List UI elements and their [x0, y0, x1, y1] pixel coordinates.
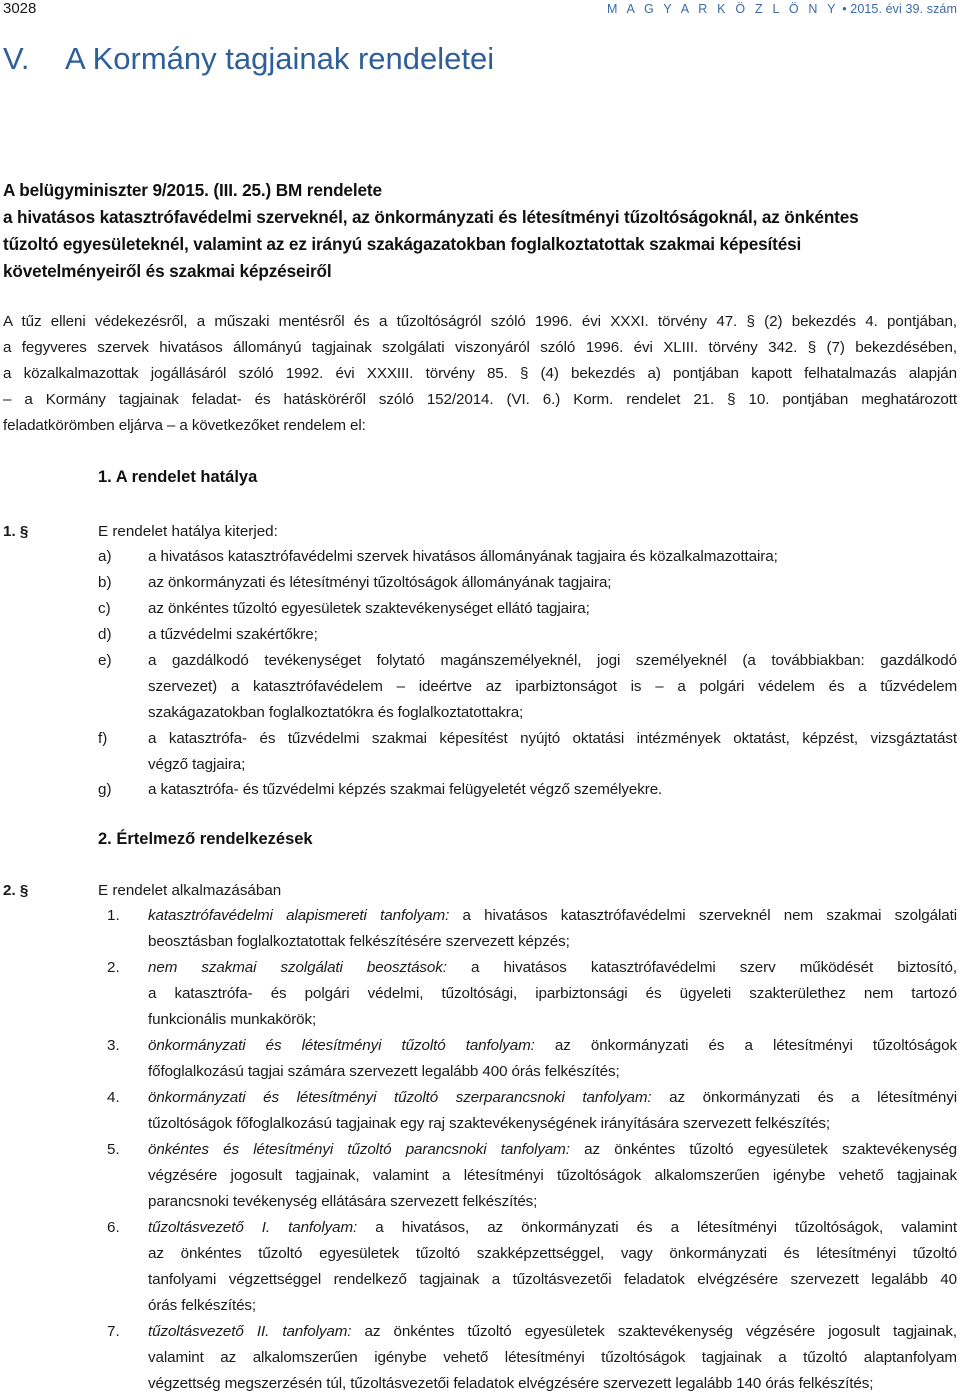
definition-text: az önkormányzati és a létesítményi tűzoltóságok: [534, 1037, 957, 1054]
definition-first-line: [148, 1141, 957, 1158]
regulation-title-line: A belügyminiszter 9/2015. (III. 25.) BM rendelete: [3, 180, 382, 200]
definition-number: 6.: [107, 1219, 120, 1236]
section-number: 1. §: [3, 523, 29, 540]
definition-text-line: funkcionális munkakörök;: [148, 1011, 317, 1028]
preamble-line: A tűz elleni védekezésről, a műszaki mentésről és a tűzoltóságról szóló 1996. évi XXXI. törvény 47. § (2) bekezdés 4. pontjában,: [3, 313, 957, 330]
list-item-label: b): [98, 574, 112, 591]
definition-number: 5.: [107, 1141, 120, 1158]
defined-term: önkormányzati és létesítményi tűzoltó tanfolyam:: [148, 1037, 535, 1054]
preamble-line: a fegyveres szervek hivatásos állományú tagjainak szolgálati viszonyáról szóló 1996. évi XLIII. törvény 342. § (7) bekezdésében,: [3, 339, 957, 356]
definition-number: 7.: [107, 1323, 120, 1340]
chapter-heading: [3, 41, 494, 77]
list-item-label: f): [98, 730, 108, 747]
section-lead: E rendelet hatálya kiterjed:: [98, 523, 278, 540]
definition-text: a hivatásos katasztrófavédelmi szerv működését biztosító,: [446, 959, 957, 976]
definition-first-line: [148, 907, 957, 924]
preamble-line: – a Kormány tagjainak feladat- és hatásköréről szóló 152/2014. (VI. 6.) Korm. rendelet 21. § 10. pontjában meghatározott: [3, 391, 957, 408]
defined-term: tűzoltásvezető I. tanfolyam:: [148, 1219, 358, 1236]
regulation-title-line: a hivatásos katasztrófavédelmi szerveknél, az önkormányzati és létesítményi tűzoltóságoknál, az önkéntes: [3, 207, 859, 227]
definition-text-line: órás felkészítés;: [148, 1297, 257, 1314]
preamble-line: feladatkörömben eljárva – a következőket rendelem el:: [3, 417, 366, 434]
definition-text-line: tűzoltóságok főfoglalkozású tagjainak egy raj szaktevékenységének irányítására szervezett felkészítés;: [148, 1115, 831, 1132]
definition-text-line: tanfolyami végzettséggel rendelkező tagjainak a tűzoltásvezetői feladatok elvégzésére szervezett legalább 40: [148, 1271, 957, 1288]
regulation-title-line: követelményeiről és szakmai képzéseiről: [3, 261, 332, 281]
definition-text-line: a katasztrófa- és polgári védelmi, tűzoltósági, iparbiztonsági és ügyeleti szakterülethez nem tartozó: [148, 985, 957, 1002]
definition-text-line: végzettség megszerzésén túl, tűzoltásvezetői feladatok elvégzésére szervezett legalább 140 órás felkészítés;: [148, 1375, 874, 1392]
definition-text-line: parancsnoki tevékenység ellátására szervezett felkészítés;: [148, 1193, 538, 1210]
issue-number: 2015. évi 39. szám: [850, 2, 957, 16]
definition-text: az önkormányzati és a létesítményi: [651, 1089, 957, 1106]
header-bullet: •: [842, 2, 847, 16]
definition-text: az önkéntes tűzoltó egyesületek szaktevékenység végzésére jogosult tagjainak,: [351, 1323, 957, 1340]
definition-number: 2.: [107, 959, 120, 976]
running-header: [607, 2, 957, 16]
definition-text-line: beosztásban foglalkoztatottak felkészítésére szervezett képzés;: [148, 933, 570, 950]
list-item-text: szakágazatokban foglalkoztatókra és foglalkoztatottakra;: [148, 704, 524, 721]
list-item-text: végző tagjaira;: [148, 756, 246, 773]
list-item-label: g): [98, 781, 112, 798]
definition-text: a hivatásos, az önkormányzati és a létesítményi tűzoltóságok, valamint: [357, 1219, 958, 1236]
list-item-text: az önkéntes tűzoltó egyesületek szaktevékenységet ellátó tagjaira;: [148, 600, 590, 617]
section-lead: E rendelet alkalmazásában: [98, 882, 282, 899]
list-item-text: szervezet) a katasztrófavédelem – ideértve az iparbiztonságot is – a polgári védelem és a tűzvédelem: [148, 678, 957, 695]
definition-text: az önkéntes tűzoltó egyesületek szaktevékenység: [569, 1141, 957, 1158]
list-item-label: e): [98, 652, 112, 669]
journal-name: M A G Y A R K Ö Z L Ö N Y: [606, 2, 839, 16]
chapter-title: A Kormány tagjainak rendeletei: [65, 41, 495, 76]
list-item-text: az önkormányzati és létesítményi tűzoltóságok állományának tagjaira;: [148, 574, 612, 591]
definition-first-line: [148, 1323, 957, 1340]
defined-term: önkéntes és létesítményi tűzoltó parancsnoki tanfolyam:: [148, 1141, 570, 1158]
section-title: 2. Értelmező rendelkezések: [98, 830, 313, 848]
definition-number: 4.: [107, 1089, 120, 1106]
definition-first-line: [148, 1219, 957, 1236]
list-item-text: a tűzvédelmi szakértőkre;: [148, 626, 318, 643]
defined-term: önkormányzati és létesítményi tűzoltó szerparancsnoki tanfolyam:: [148, 1089, 652, 1106]
definition-first-line: [148, 1037, 957, 1054]
definition-text-line: végzésére jogosult tagjainak, valamint a létesítményi tűzoltóságok alkalomszerűen igénybe vehető tagjainak: [148, 1167, 957, 1184]
definition-first-line: [148, 1089, 957, 1106]
list-item-label: a): [98, 548, 112, 565]
defined-term: nem szakmai szolgálati beosztások:: [148, 959, 447, 976]
definition-first-line: [148, 959, 957, 976]
list-item-text: a hivatásos katasztrófavédelmi szervek hivatásos állományának tagjaira és közalkalmazottaira;: [148, 548, 778, 565]
definition-number: 3.: [107, 1037, 120, 1054]
preamble-line: a közalkalmazottak jogállásáról szóló 1992. évi XXXIII. törvény 85. § (4) bekezdés a) pontjában kapott felhatalmazás alapján: [3, 365, 957, 382]
definition-text: a hivatásos katasztrófavédelmi szerveknél nem szakmai szolgálati: [449, 907, 957, 924]
list-item-label: d): [98, 626, 112, 643]
definition-text-line: valamint az alkalomszerűen igénybe vehető létesítményi tűzoltóságok tagjainak a tűzoltó alaptanfolyam: [148, 1349, 957, 1366]
defined-term: tűzoltásvezető II. tanfolyam:: [148, 1323, 352, 1340]
definition-text-line: főfoglalkozású tagjai számára szervezett legalább 400 órás felkészítés;: [148, 1063, 620, 1080]
page-number: 3028: [3, 0, 37, 17]
chapter-number: V.: [3, 41, 30, 76]
defined-term: katasztrófavédelmi alapismereti tanfolyam:: [148, 907, 450, 924]
list-item-text: a gazdálkodó tevékenységet folytató magánszemélyeknél, jogi személyeknél (a továbbiakban: gazdálkodó: [148, 652, 957, 669]
list-item-text: a katasztrófa- és tűzvédelmi képzés szakmai felügyeletét végző személyekre.: [148, 781, 663, 798]
list-item-text: a katasztrófa- és tűzvédelmi szakmai képesítést nyújtó oktatási intézmények oktatást, képzést, vizsgáztatást: [148, 730, 957, 747]
section-number: 2. §: [3, 882, 29, 899]
list-item-label: c): [98, 600, 111, 617]
section-title: 1. A rendelet hatálya: [98, 468, 258, 486]
regulation-title-line: tűzoltó egyesületeknél, valamint az ez irányú szakágazatokban foglalkoztatottak szakmai képesítési: [3, 234, 802, 254]
definition-number: 1.: [107, 907, 120, 924]
definition-text-line: az önkéntes tűzoltó egyesületek tűzoltó szakképzettséggel, vagy önkormányzati és létesítményi tűzoltó: [148, 1245, 957, 1262]
